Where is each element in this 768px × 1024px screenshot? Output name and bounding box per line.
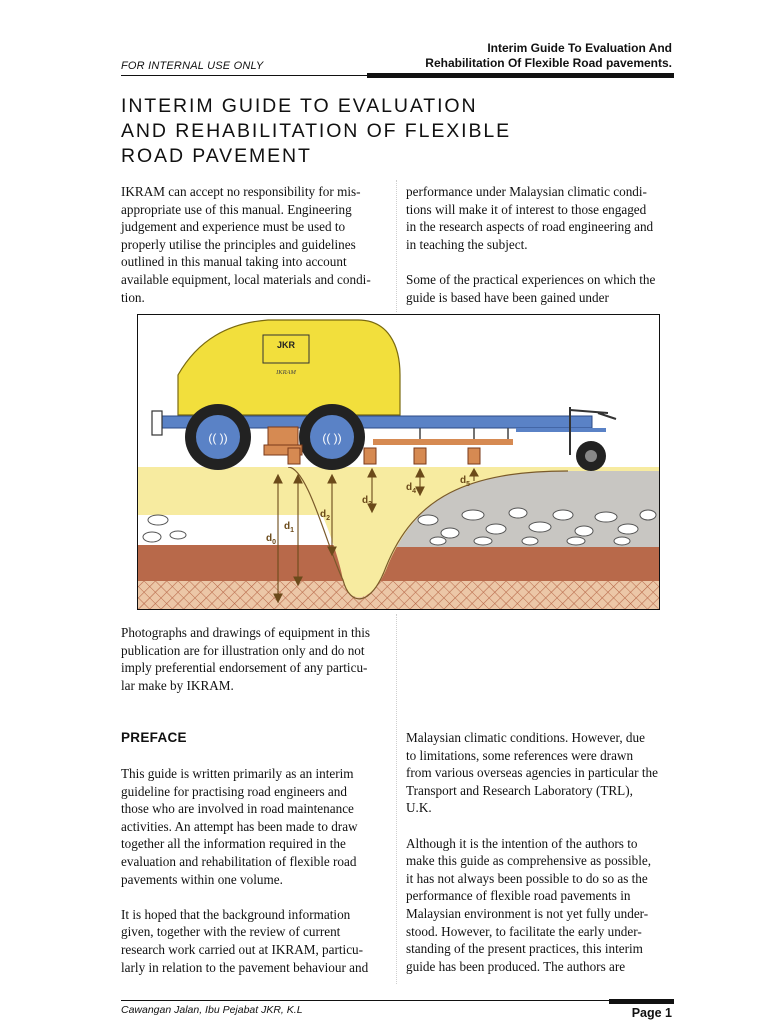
- header-title-line-2: Rehabilitation Of Flexible Road pavements.: [425, 56, 672, 70]
- text-line: larly in relation to the pavement behaviour and: [121, 959, 369, 975]
- text-line: It is hoped that the background information: [121, 906, 351, 922]
- svg-text:(( )): (( )): [322, 431, 342, 445]
- text-line: U.K.: [406, 800, 432, 816]
- intro-left-paragraph: [121, 183, 389, 306]
- text-line: guide is based have been gained under: [406, 289, 609, 305]
- text-line: publication are for illustration only and do not: [121, 642, 365, 658]
- text-line: available equipment, local materials and condi-: [121, 271, 371, 287]
- text-line: performance under Malaysian climatic condi-: [406, 184, 647, 199]
- text-line: make this guide as comprehensive as possible,: [406, 853, 652, 869]
- deflection-label-d3: $d_3$: [362, 495, 373, 508]
- svg-text:(( )): (( )): [208, 431, 228, 445]
- text-line: [406, 817, 676, 835]
- header-document-title: [425, 41, 672, 71]
- figure-disclaimer: [121, 624, 391, 694]
- text-line: evaluation and rehabilitation of flexible road: [121, 853, 357, 869]
- preface-left-paragraph: [121, 765, 391, 976]
- text-line: [406, 253, 676, 271]
- text-line: Malaysian environment is not yet fully under-: [406, 905, 649, 921]
- text-line: [121, 888, 391, 906]
- text-line: Photographs and drawings of equipment in this: [121, 625, 371, 640]
- text-line: guide has been produced. The authors are: [406, 958, 626, 974]
- page-title: [121, 94, 621, 169]
- deflection-label-d5: $d_5$: [460, 475, 471, 488]
- column-divider-bottom: [396, 614, 397, 984]
- text-line: Some of the practical experiences on which the: [406, 271, 656, 287]
- footer-rule-thin: [121, 1000, 609, 1001]
- header-internal-note: FOR INTERNAL USE ONLY: [121, 60, 264, 72]
- title-line-3: ROAD PAVEMENT: [121, 145, 312, 167]
- page-number: Page 1: [631, 1006, 672, 1020]
- text-line: activities. An attempt has been made to draw: [121, 818, 358, 834]
- deflection-bowl-figure: [137, 314, 660, 610]
- header-title-line-1: Interim Guide To Evaluation And: [487, 41, 672, 55]
- text-line: standing of the present practices, this interim: [406, 941, 643, 957]
- text-line: imply preferential endorsement of any particu-: [121, 660, 368, 676]
- text-line: Malaysian climatic conditions. However, due: [406, 730, 645, 745]
- text-line: in teaching the subject.: [406, 236, 528, 252]
- text-line: appropriate use of this manual. Engineering: [121, 201, 352, 217]
- column-divider-top: [396, 180, 397, 312]
- geophone-beam: [373, 439, 513, 445]
- deflection-label-d1: $d_1$: [284, 521, 295, 534]
- header-rule-thick: [367, 73, 674, 78]
- deflection-label-d0: $d_0$: [266, 533, 277, 546]
- text-line: guideline for practising road engineers and: [121, 783, 347, 799]
- preface-right-paragraph: [406, 729, 676, 975]
- footer-source: Cawangan Jalan, Ibu Pejabat JKR, K.L: [121, 1004, 303, 1016]
- text-line: from various overseas agencies in particular the: [406, 765, 658, 781]
- deflection-bowl-illustration: [138, 315, 659, 609]
- text-line: lar make by IKRAM.: [121, 677, 234, 693]
- text-line: it has not always been possible to do so as the: [406, 870, 648, 886]
- preface-heading: PREFACE: [121, 730, 187, 745]
- text-line: given, together with the review of current: [121, 924, 341, 940]
- title-line-2: AND REHABILITATION OF FLEXIBLE: [121, 120, 512, 142]
- deflection-label-d4: $d_4$: [406, 482, 417, 495]
- text-line: tion.: [121, 289, 145, 305]
- text-line: stood. However, to facilitate the early under-: [406, 923, 642, 939]
- load-plate: [268, 427, 298, 445]
- text-line: tions will make it of interest to those engaged: [406, 201, 647, 217]
- text-line: to limitations, some references were drawn: [406, 747, 634, 763]
- title-line-1: INTERIM GUIDE TO EVALUATION: [121, 95, 478, 117]
- text-line: pavements within one volume.: [121, 871, 283, 887]
- footer-rule-thick: [609, 999, 674, 1004]
- text-line: outlined in this manual taking into account: [121, 254, 347, 270]
- jkr-logo-text: JKR: [276, 340, 296, 350]
- deflection-label-d2: $d_2$: [320, 509, 331, 522]
- ikram-logo-text: IKRAM: [276, 369, 296, 376]
- text-line: together all the information required in the: [121, 836, 346, 852]
- text-line: judgement and experience must be used to: [121, 219, 346, 235]
- text-line: performance of flexible road pavements in: [406, 888, 631, 904]
- header-rule-thin: [121, 75, 367, 76]
- text-line: those who are involved in road maintenance: [121, 801, 354, 817]
- text-line: IKRAM can accept no responsibility for mis-: [121, 184, 361, 199]
- text-line: in the research aspects of road engineering and: [406, 219, 654, 235]
- text-line: properly utilise the principles and guidelines: [121, 236, 356, 252]
- intro-right-paragraph: [406, 183, 676, 306]
- text-line: This guide is written primarily as an interim: [121, 766, 354, 781]
- text-line: Transport and Research Laboratory (TRL),: [406, 782, 633, 798]
- text-line: research work carried out at IKRAM, particu-: [121, 941, 364, 957]
- text-line: Although it is the intention of the authors to: [406, 835, 638, 851]
- subbase-layer: [138, 545, 659, 581]
